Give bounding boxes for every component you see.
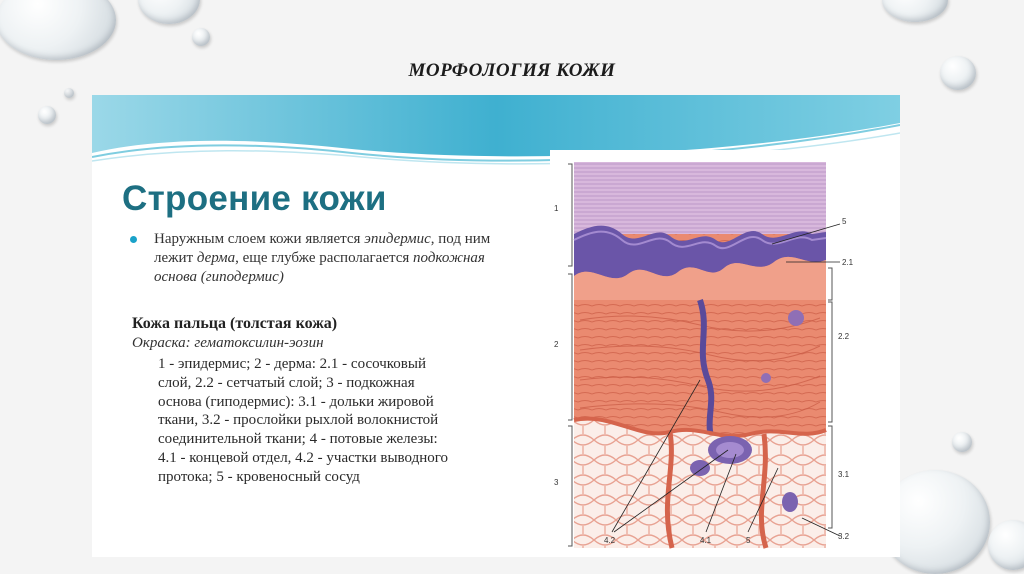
figure-caption-title: Кожа пальца (толстая кожа)	[132, 315, 338, 332]
intro-bullet	[132, 230, 492, 287]
water-drop-decoration	[882, 0, 948, 22]
figure-label: 3.1	[838, 470, 850, 479]
figure-label: 5	[746, 536, 751, 545]
bullet-icon	[130, 236, 137, 243]
figure-label: 1	[554, 204, 559, 213]
skin-histology-figure	[550, 150, 870, 557]
figure-label: 2.2	[838, 332, 850, 341]
slide-title: МОРФОЛОГИЯ КОЖИ	[408, 60, 616, 81]
figure-label: 4.1	[700, 536, 712, 545]
water-drop-decoration	[38, 106, 56, 124]
section-heading: Строение кожи	[122, 179, 387, 218]
water-drop-decoration	[192, 28, 210, 46]
water-drop-decoration	[64, 88, 74, 98]
figure-label: 2	[554, 340, 559, 349]
figure-label: 3.2	[838, 532, 850, 541]
figure-label: 3	[554, 478, 559, 487]
water-drop-decoration	[138, 0, 200, 24]
figure-label: 4.2	[604, 536, 616, 545]
water-drop-decoration	[988, 520, 1024, 570]
figure-label: 5	[842, 217, 847, 226]
histology-image	[550, 150, 870, 557]
figure-label: 2.1	[842, 258, 854, 267]
stain-method: Окраска: гематоксилин-эозин	[132, 335, 324, 351]
water-drop-decoration	[952, 432, 972, 452]
water-drop-decoration	[0, 0, 116, 60]
content-panel	[92, 95, 900, 557]
figure-legend: 1 - эпидермис; 2 - дерма: 2.1 - сосочковый слой, 2.2 - сетчатый слой; 3 - подкожная основа (гиподермис): 3.1 - дольки жировой ткани, 3.2 - прослойки рыхлой волокнистой соединительной ткани; 4 - потовые железы: 4.1 - концевой отдел, 4.2 - участки выводного протока; 5 - кровеносный сосуд	[158, 356, 449, 485]
bullet-text: Наружным слоем кожи является эпидермис, под ним лежит дерма, еще глубже располагается подкожная основа (гиподермис)	[154, 231, 491, 285]
